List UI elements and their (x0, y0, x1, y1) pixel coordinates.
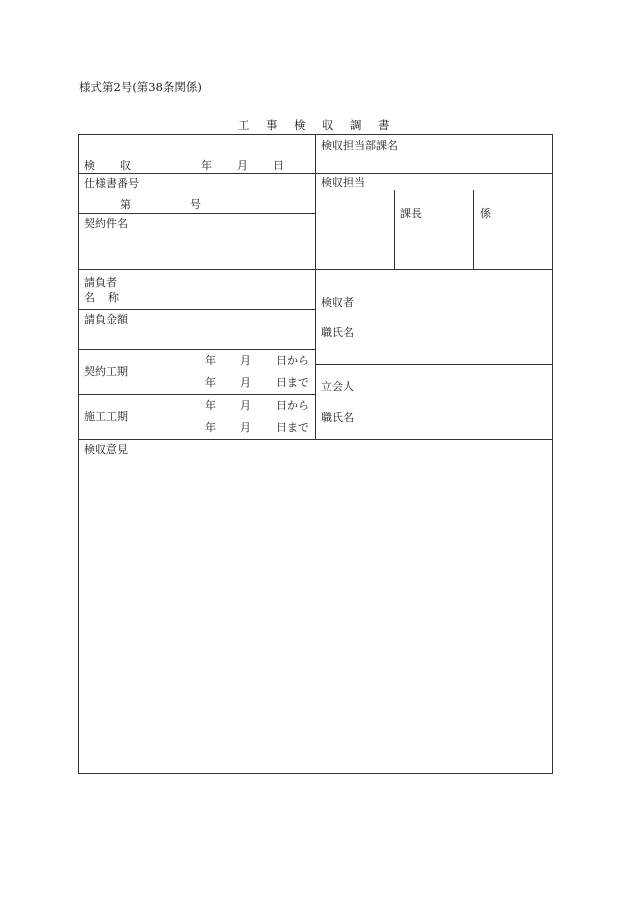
title-char-4: 収 (322, 118, 334, 132)
inspector-label: 検収者 (321, 296, 354, 309)
construction-period-to-year: 年 (205, 421, 216, 434)
construction-period-to-month: 月 (240, 421, 251, 434)
inspection-date-year: 年 (201, 159, 212, 172)
row-divider (78, 309, 315, 310)
title-char-5: 調 (350, 118, 362, 132)
contract-period-to-year: 年 (205, 376, 216, 389)
column-divider (315, 134, 316, 439)
construction-period-label: 施工工期 (84, 410, 128, 423)
contract-period-to-month: 月 (240, 376, 251, 389)
form-number: 様式第2号(第38条関係) (79, 80, 202, 94)
stamp-divider (394, 190, 395, 269)
inspection-date-label-1: 検 (84, 159, 95, 172)
witness-title-name-label: 職氏名 (321, 411, 354, 424)
contractor-name-label-2: 称 (108, 291, 119, 304)
construction-period-to: 日まで (276, 421, 309, 434)
inspection-date-label-2: 収 (120, 159, 131, 172)
witness-label: 立会人 (321, 380, 354, 393)
contractor-name-label-1: 名 (84, 291, 95, 304)
contract-period-from-month: 月 (240, 354, 251, 367)
row-divider (315, 364, 553, 365)
title-char-1: 工 (238, 118, 250, 132)
inspection-date-month: 月 (237, 159, 248, 172)
spec-number-label: 仕様書番号 (84, 177, 139, 190)
construction-period-from-month: 月 (240, 399, 251, 412)
inspection-charge-label: 検収担当 (321, 176, 365, 189)
row-divider (78, 394, 315, 395)
section-chief-label: 課長 (400, 207, 422, 220)
row-divider (78, 439, 553, 440)
contractor-label: 請負者 (84, 276, 117, 289)
stamp-divider (473, 190, 474, 269)
row-divider (78, 213, 315, 214)
document-title (238, 120, 398, 132)
inspection-opinion-label: 検収意見 (84, 443, 128, 456)
construction-period-from: 日から (276, 399, 309, 412)
construction-period-from-year: 年 (205, 399, 216, 412)
staff-label: 係 (480, 207, 491, 220)
contract-period-label: 契約工期 (84, 365, 128, 378)
spec-number-go: 号 (190, 198, 201, 211)
inspection-date-day: 日 (273, 159, 284, 172)
spec-number-dai: 第 (120, 198, 131, 211)
row-divider (315, 173, 553, 174)
contract-amount-label: 請負金額 (84, 313, 128, 326)
inspector-title-name-label: 職氏名 (321, 326, 354, 339)
contract-name-label: 契約件名 (84, 217, 128, 230)
title-char-6: 書 (378, 118, 390, 132)
contract-period-to: 日まで (276, 376, 309, 389)
contract-period-from: 日から (276, 354, 309, 367)
title-char-3: 検 (294, 118, 306, 132)
contract-period-from-year: 年 (205, 354, 216, 367)
row-divider (78, 173, 315, 174)
inspection-dept-label: 検収担当部課名 (321, 139, 398, 152)
title-char-2: 事 (266, 118, 278, 132)
row-divider (78, 269, 553, 270)
row-divider (78, 349, 315, 350)
